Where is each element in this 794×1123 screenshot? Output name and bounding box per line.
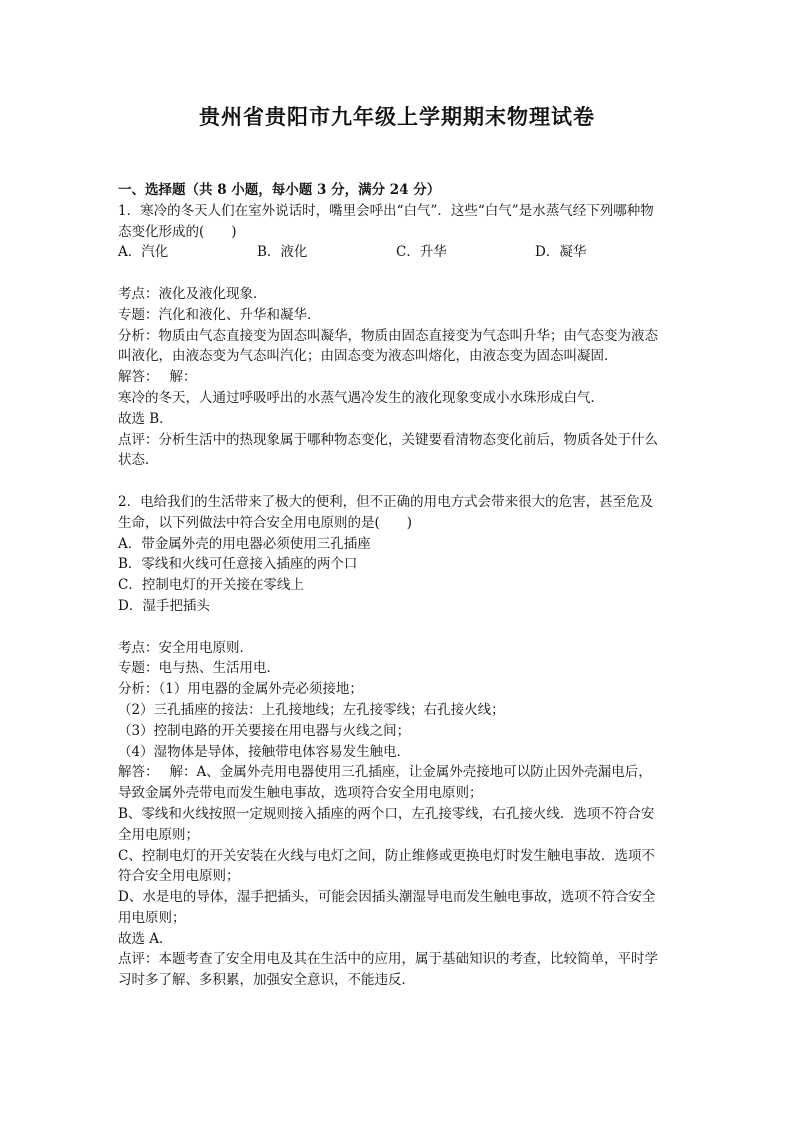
analysis-line: C、控制电灯的开关安装在火线与电灯之间，防止维修或更换电灯时发生触电事故．选项不 (118, 847, 655, 864)
question-2 (118, 492, 683, 991)
answer-line: 故选 A． (118, 930, 173, 947)
analysis-block (118, 284, 683, 471)
question-stem-line: 2．电给我们的生活带来了极大的便利，但不正确的用电方式会带来很大的危害，甚至危及 (118, 493, 654, 510)
option-c: C．控制电灯的开关接在零线上 (118, 577, 304, 594)
option-d: D．凝华 (535, 244, 587, 261)
analysis-line: 点评：分析生活中的热现象属于哪种物态变化，关键要看清物态变化前后，物质各处于什么 (118, 431, 658, 448)
analysis-line: 解答： 解： (118, 369, 197, 386)
answer-line: 故选 B． (118, 410, 173, 427)
analysis-line: 分析：（1）用电器的金属外壳必须接地； (118, 681, 363, 698)
analysis-line: 专题：电与热、生活用电． (118, 660, 280, 677)
analysis-line: （4）湿物体是导体，接触带电体容易发生触电． (118, 743, 411, 760)
analysis-line: 符合安全用电原则； (118, 868, 240, 885)
spacer (118, 263, 683, 284)
analysis-line: 点评：本题考查了安全用电及其在生活中的应用，属于基础知识的考查，比较简单，平时学 (118, 951, 658, 968)
analysis-line: 习时多了解、多积累，加强安全意识，不能违反． (118, 972, 415, 989)
analysis-line: D、水是电的导体，湿手把插头，可能会因插头潮湿导电而发生触电事故，选项不符合安全 (118, 889, 656, 906)
spacer (118, 617, 683, 638)
spacer (118, 471, 683, 492)
analysis-line: 状态． (118, 452, 159, 469)
analysis-line: 导致金属外壳带电而发生触电事故，选项符合安全用电原则； (118, 785, 483, 802)
option-b: B．零线和火线可任意接入插座的两个口 (118, 556, 358, 573)
page-title: 贵州省贵阳市九年级上学期期末物理试卷 (199, 104, 595, 129)
question-stem-line: 生命，以下列做法中符合安全用电原则的是( ) (118, 514, 413, 531)
analysis-line: 解答： 解：A、金属外壳用电器使用三孔插座，让金属外壳接地可以防止因外壳漏电后， (118, 764, 652, 781)
analysis-line: 专题：汽化和液化、升华和凝华． (118, 306, 321, 323)
option-a: A．汽化 (118, 244, 169, 261)
question-1 (118, 201, 683, 471)
analysis-line: 分析：物质由气态直接变为固态叫凝华，物质由固态直接变为气态叫升华；由气态变为液态 (118, 327, 658, 344)
analysis-block (118, 638, 683, 992)
question-stem-line: 态变化形成的( ) (118, 223, 237, 240)
analysis-line: 用电原则； (118, 909, 186, 926)
section-heading: 一、选择题（共 8 小题，每小题 3 分，满分 24 分） (118, 182, 441, 198)
analysis-line: 叫液化，由液态变为气态叫汽化；由固态变为液态叫熔化，由液态变为固态叫凝固． (118, 348, 618, 365)
question-stem-line: 1．寒冷的冬天人们在室外说话时，嘴里会呼出“白气”．这些“白气”是水蒸气经下列哪种物 (118, 202, 654, 219)
question-options (118, 242, 683, 263)
analysis-line: B、零线和火线按照一定规则接入插座的两个口，左孔接零线，右孔接火线．选项不符合安 (118, 805, 655, 822)
analysis-line: （3）控制电路的开关要接在用电器与火线之间； (118, 722, 411, 739)
analysis-line: （2）三孔插座的接法：上孔接地线；左孔接零线；右孔接火线； (118, 701, 505, 718)
analysis-line: 寒冷的冬天，人通过呼吸呼出的水蒸气遇冷发生的液化现象变成小水珠形成白气． (118, 389, 604, 406)
analysis-line: 考点：安全用电原则． (118, 639, 253, 656)
option-d: D．湿手把插头 (118, 597, 210, 614)
analysis-line: 全用电原则； (118, 826, 199, 843)
analysis-line: 考点：液化及液化现象． (118, 285, 267, 302)
option-a: A．带金属外壳的用电器必须使用三孔插座 (118, 535, 371, 552)
option-b: B．液化 (257, 244, 308, 261)
option-c: C．升华 (396, 244, 447, 261)
document-body (118, 180, 683, 991)
